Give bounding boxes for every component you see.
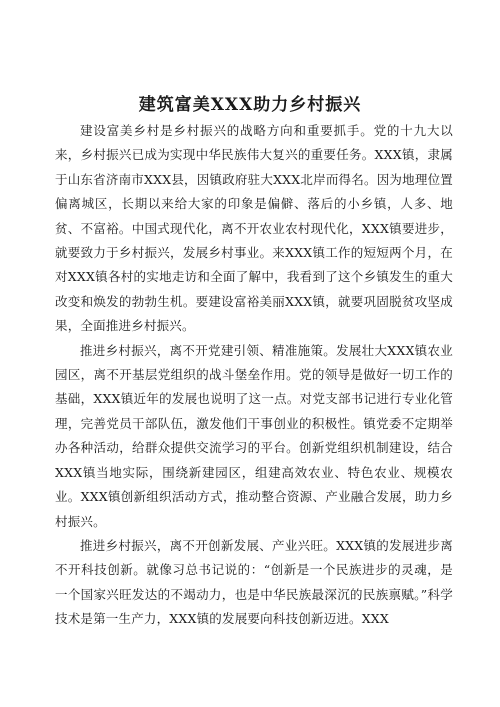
body-paragraph-1: 建设富美乡村是乡村振兴的战略方向和重要抓手。党的十九大以来，乡村振兴已成为实现中华民族伟大复兴的重要任务。XXX镇，隶属于山东省济南市XXX县，因镇政府驻大XXX北岸而得名。因为地理位置偏离城区，长期以来给大家的印象是偏僻、落后的小乡镇，人多、地贫、不富裕。中国式现代化，离不开农业农村现代化，XXX镇要进步，就要致力于乡村振兴，发展乡村事业。来XXX镇工作的短短两个月，在对XXX镇各村的实地走访和全面了解中，我看到了这个乡镇发生的重大改变和焕发的勃勃生机。要建设富裕美丽XXX镇，就要巩固脱贫攻坚成果，全面推进乡村振兴。: [55, 123, 453, 334]
body-paragraph-3: 推进乡村振兴，离不开创新发展、产业兴旺。XXX镇的发展进步离不开科技创新。就像习总书记说的：“创新是一个民族进步的灵魂，是一个国家兴旺发达的不竭动力，也是中华民族最深沉的民族禀赋。”科学技术是第一生产力，XXX镇的发展要向科技创新迈进。XXX: [55, 537, 453, 627]
body-paragraph-2: 推进乡村振兴，离不开党建引领、精准施策。发展壮大XXX镇农业园区，离不开基层党组织的战斗堡垒作用。党的领导是做好一切工作的基础，XXX镇近年的发展也说明了这一点。对党支部书记进行专业化管理，完善党员干部队伍，激发他们干事创业的积极性。镇党委不定期举办各种活动，给群众提供交流学习的平台。创新党组织机制建设，结合XXX镇当地实际，围绕新建园区，组建高效农业、特色农业、规模农业。XXX镇创新组织活动方式，推动整合资源、产业融合发展，助力乡村振兴。: [55, 342, 453, 529]
document-title: 建筑富美XXX助力乡村振兴: [138, 95, 362, 115]
document-body: [55, 119, 453, 632]
